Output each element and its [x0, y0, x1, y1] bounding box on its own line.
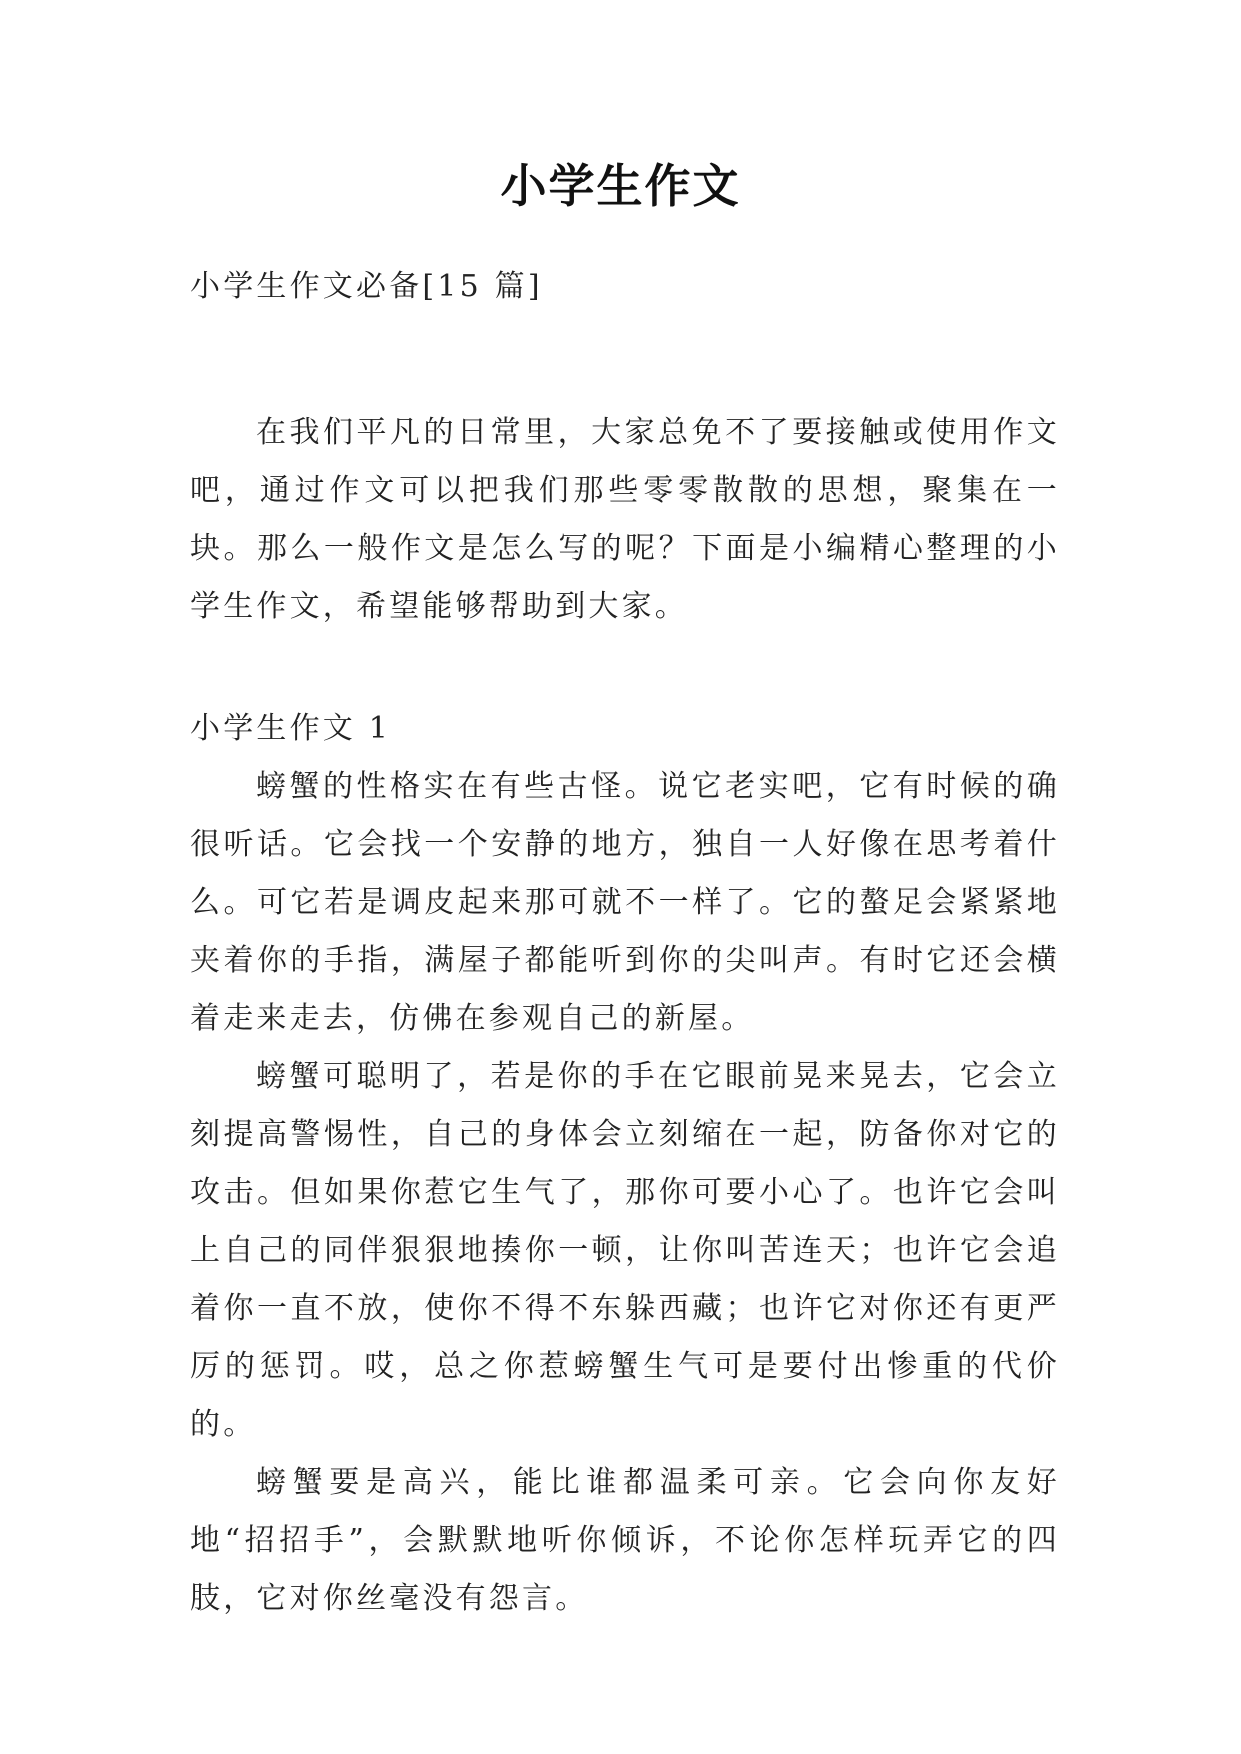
- essay-paragraph-3: 螃蟹要是高兴，能比谁都温柔可亲。它会向你友好地“招招手”，会默默地听你倾诉，不论你怎样玩弄它的四肢，它对你丝毫没有怨言。: [190, 1465, 1060, 1616]
- document-subtitle: 小学生作文必备[15 篇]: [190, 269, 543, 304]
- page-title: 小学生作文: [500, 159, 741, 213]
- section-heading: 小学生作文 1: [190, 711, 392, 746]
- essay-body: [190, 758, 1060, 1628]
- essay-paragraph-1: 螃蟹的性格实在有些古怪。说它老实吧，它有时候的确很听话。它会找一个安静的地方，独自一人好像在思考着什么。可它若是调皮起来那可就不一样了。它的螯足会紧紧地夹着你的手指，满屋子都能听到你的尖叫声。有时它还会横着走来走去，仿佛在参观自己的新屋。: [190, 769, 1060, 1036]
- essay-paragraph-2: 螃蟹可聪明了，若是你的手在它眼前晃来晃去，它会立刻提高警惕性，自己的身体会立刻缩在一起，防备你对它的攻击。但如果你惹它生气了，那你可要小心了。也许它会叫上自己的同伴狠狠地揍你一顿，让你叫苦连天；也许它会追着你一直不放，使你不得不东躲西藏；也许它对你还有更严厉的惩罚。哎，总之你惹螃蟹生气可是要付出惨重的代价的。: [190, 1059, 1060, 1442]
- intro-paragraph: 在我们平凡的日常里，大家总免不了要接触或使用作文吧，通过作文可以把我们那些零零散散的思想，聚集在一块。那么一般作文是怎么写的呢？下面是小编精心整理的小学生作文，希望能够帮助到大家。: [190, 415, 1060, 624]
